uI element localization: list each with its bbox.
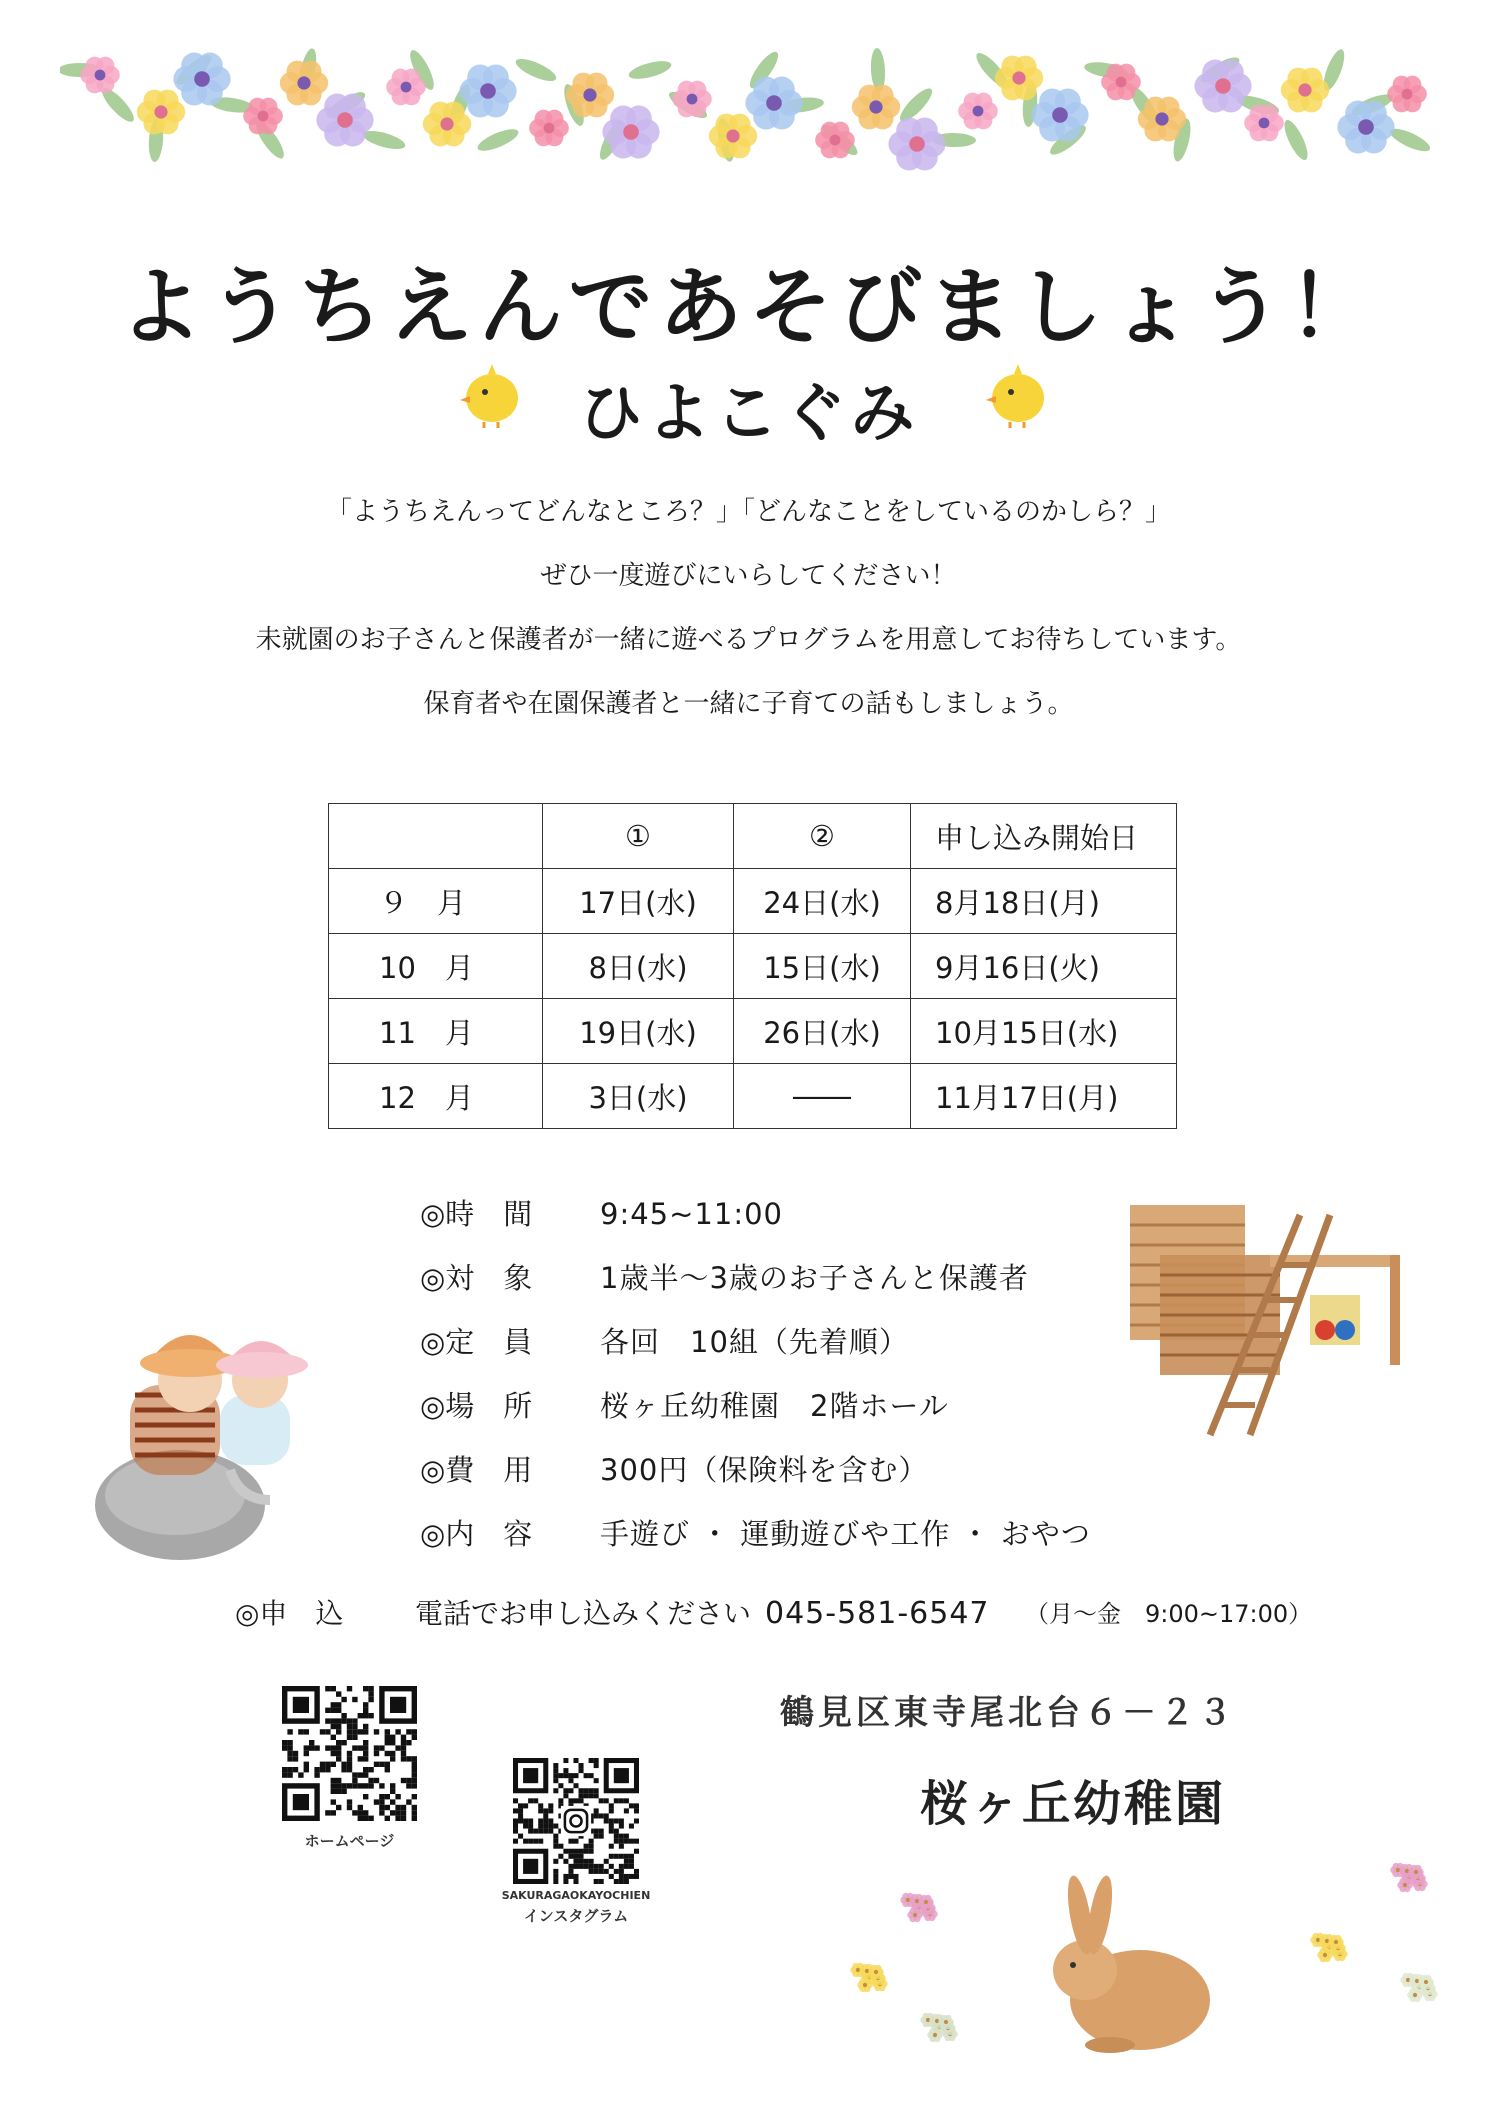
info-label: ◎定 員 bbox=[420, 1325, 533, 1359]
apply-label: ◎申 込 bbox=[235, 1597, 344, 1630]
info-label: ◎場 所 bbox=[420, 1389, 533, 1423]
table-row bbox=[329, 999, 1177, 1064]
office-hours: （月～金 9:00~17:00） bbox=[1025, 1600, 1313, 1628]
instagram-handle: SAKURAGAOKAYOCHIEN bbox=[501, 1889, 651, 1902]
phone-number[interactable]: 045-581-6547 bbox=[765, 1596, 990, 1631]
rabbit-and-flowers-illustration bbox=[810, 1860, 1450, 2070]
intro-line: 保育者や在園保護者と一緒に子育ての話もしましょう。 bbox=[423, 689, 1074, 719]
info-label: ◎対 象 bbox=[420, 1261, 533, 1295]
flower-banner bbox=[60, 30, 1440, 180]
info-value: 桜ヶ丘幼稚園 2階ホール bbox=[600, 1389, 949, 1423]
month-cell: 11 月 bbox=[329, 999, 543, 1064]
date-cell: 17日(水) bbox=[543, 869, 734, 934]
table-row bbox=[329, 869, 1177, 934]
month-cell: 10 月 bbox=[329, 934, 543, 999]
info-label: ◎時 間 bbox=[420, 1197, 533, 1231]
rabbit-icon bbox=[1053, 1874, 1210, 2053]
date-cell: 8日(水) bbox=[543, 934, 734, 999]
date-cell: 19日(水) bbox=[543, 999, 734, 1064]
intro-line: 「ようちえんってどんなところ？」「どんなことをしているのかしら？」 bbox=[325, 497, 1171, 527]
date-cell: 15日(水) bbox=[734, 934, 911, 999]
apply-text: 電話でお申し込みください bbox=[415, 1597, 752, 1630]
table-header-cell: 申し込み開始日 bbox=[911, 804, 1177, 869]
info-value: 手遊び ・ 運動遊びや工作 ・ おやつ bbox=[600, 1517, 1091, 1551]
apply-start-cell: 8月18日(月) bbox=[911, 869, 1177, 934]
apply-start-cell: 9月16日(火) bbox=[911, 934, 1177, 999]
info-label: ◎内 容 bbox=[420, 1517, 533, 1551]
page-title: ようちえんであそびましょう！ bbox=[118, 258, 1379, 356]
table-header-row bbox=[329, 804, 1177, 869]
info-value: 各回 10組（先着順） bbox=[600, 1325, 909, 1359]
intro-line: ぜひ一度遊びにいらしてください！ bbox=[540, 561, 957, 591]
month-cell: 12 月 bbox=[329, 1064, 543, 1129]
month-cell: ９ 月 bbox=[329, 869, 543, 934]
apply-start-cell: 11月17日(月) bbox=[911, 1064, 1177, 1129]
homepage-qr-code[interactable] bbox=[282, 1686, 417, 1821]
school-address: 鶴見区東寺尾北台６－２３ bbox=[780, 1693, 1236, 1733]
date-cell: ―― bbox=[734, 1064, 911, 1129]
apply-start-cell: 10月15日(水) bbox=[911, 999, 1177, 1064]
intro-line: 未就園のお子さんと保護者が一緒に遊べるプログラムを用意してお待ちしています。 bbox=[255, 625, 1242, 655]
table-row bbox=[329, 1064, 1177, 1129]
date-cell: 24日(水) bbox=[734, 869, 911, 934]
info-value: 1歳半～3歳のお子さんと保護者 bbox=[600, 1261, 1029, 1295]
children-playing-illustration bbox=[80, 1285, 350, 1570]
instagram-qr-code[interactable] bbox=[513, 1758, 639, 1884]
schedule-table bbox=[328, 803, 1177, 1129]
date-cell: 26日(水) bbox=[734, 999, 911, 1064]
table-row bbox=[329, 934, 1177, 999]
qr-caption-instagram: インスタグラム bbox=[523, 1907, 629, 1925]
table-header-cell bbox=[329, 804, 543, 869]
table-header-cell: ① bbox=[543, 804, 734, 869]
intro-text bbox=[0, 490, 1497, 746]
info-label: ◎費 用 bbox=[420, 1453, 533, 1487]
qr-caption-homepage: ホームページ bbox=[304, 1832, 395, 1850]
table-header-cell: ② bbox=[734, 804, 911, 869]
chick-icon bbox=[978, 352, 1058, 432]
page-subtitle: ひよこぐみ bbox=[578, 377, 919, 451]
info-value: 9:45~11:00 bbox=[600, 1197, 783, 1231]
school-name: 桜ヶ丘幼稚園 bbox=[920, 1776, 1227, 1832]
wooden-climbing-frame-illustration bbox=[1120, 1195, 1410, 1445]
date-cell: 3日(水) bbox=[543, 1064, 734, 1129]
info-value: 300円（保険料を含む） bbox=[600, 1453, 929, 1487]
